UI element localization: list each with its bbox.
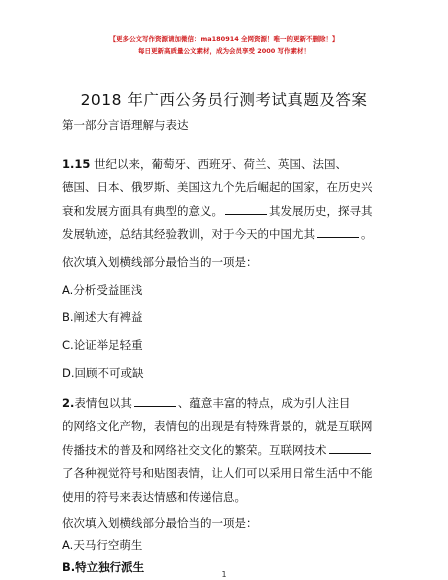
promo-banner-line-2: 每日更新高质量公文素材，成为会员享受 2000 写作素材！: [137, 47, 311, 55]
option-letter: A.: [62, 283, 74, 297]
page-number: 1: [221, 570, 227, 579]
q2-prompt: 依次填入划横线部分最恰当的一项是：: [62, 516, 258, 530]
q1-option-b: [62, 310, 388, 324]
section-heading: 第一部分言语理解与表达: [62, 118, 189, 132]
option-letter: A.: [62, 538, 74, 552]
option-letter: D.: [62, 366, 75, 380]
q2-option-a: [62, 538, 388, 552]
option-text: 天马行空萌生: [73, 538, 143, 552]
promo-banner-line-1: 【更多公文写作资源请加微信：ma180914 全网资源！唯一的更新不删除！】: [109, 35, 339, 43]
q1-text-4a: 发展轨迹，总结其经验教训，对于今天的中国尤其: [62, 227, 315, 241]
q2-line-3: [62, 443, 388, 457]
q2-text-3a: 传播技术的普及和网络社交文化的繁荣。互联网技术: [62, 443, 327, 457]
q1-line-1: [62, 157, 388, 171]
q2-text-1a: 表情包以其: [74, 396, 132, 410]
q1-option-a: [62, 283, 388, 297]
q1-text-4b: 。: [361, 227, 373, 241]
q2-line-2: 的网络文化产物，表情包的出现是有特殊背景的，就是互联网: [62, 419, 373, 433]
q1-text-1: 世纪以来，葡萄牙、西班牙、荷兰、英国、法国、: [94, 157, 348, 171]
option-letter: B.: [62, 310, 74, 324]
document-title: 2018 年广西公务员行测考试真题及答案: [80, 91, 368, 109]
q1-blank-2: [317, 227, 359, 238]
q2-number: 2.: [62, 396, 75, 410]
option-text: 论证举足轻重: [73, 338, 143, 352]
option-text: 回顾不可或缺: [74, 366, 144, 380]
option-text: 分析受益匪浅: [73, 283, 143, 297]
q1-line-2: 德国、日本、俄罗斯、美国这九个先后崛起的国家，在历史兴: [62, 180, 373, 194]
q2-line-4: 了各种视觉符号和贴图表情，让人们可以采用日常生活中不能: [62, 466, 373, 480]
q2-blank-2: [329, 443, 371, 454]
option-letter: C.: [62, 338, 74, 352]
option-text: 阐述大有裨益: [73, 310, 143, 324]
option-letter: B.: [62, 560, 76, 574]
q2-blank-1: [134, 396, 176, 407]
q1-line-4: [62, 227, 388, 241]
q1-option-d: [62, 366, 388, 380]
q1-number: 1.15: [62, 157, 91, 171]
q1-blank-1: [225, 204, 267, 215]
q1-line-3: [62, 204, 388, 218]
option-text: 特立独行派生: [75, 560, 145, 574]
q2-line-1: [62, 396, 388, 410]
q1-text-3a: 衰和发展方面具有典型的意义。: [62, 204, 223, 218]
q1-prompt: 依次填入划横线部分最恰当的一项是：: [62, 255, 258, 269]
q1-text-3b: 其发展历史，探寻其: [269, 204, 373, 218]
q2-line-5: 使用的符号来表达情感和传递信息。: [62, 490, 246, 504]
q1-option-c: [62, 338, 388, 352]
q2-text-1b: 、蕴意丰富的特点，成为引人注目: [177, 396, 351, 410]
